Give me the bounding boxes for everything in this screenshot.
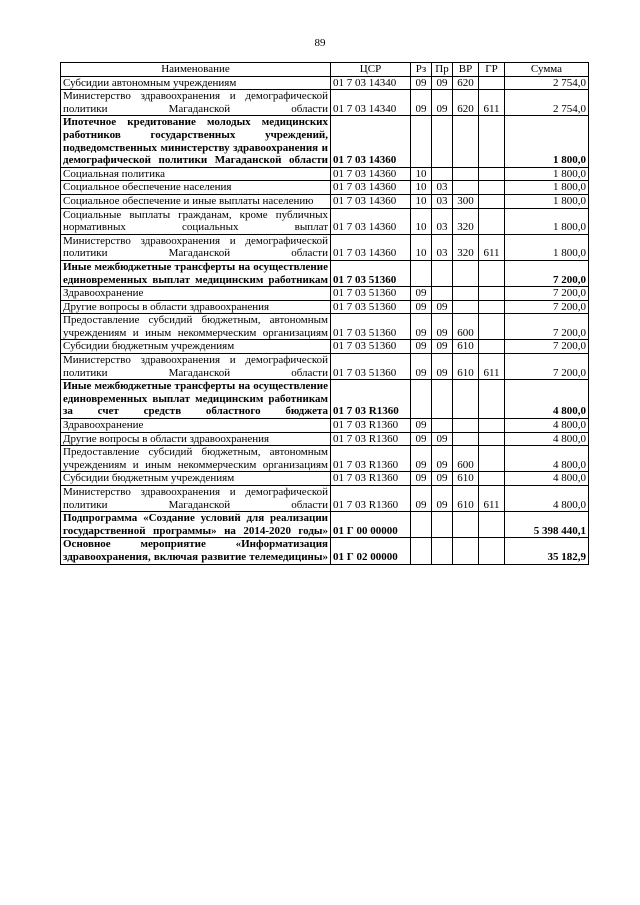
cell-vr [453, 380, 479, 419]
cell-vr [453, 181, 479, 195]
cell-vr: 610 [453, 340, 479, 354]
cell-sum: 7 200,0 [505, 354, 589, 380]
cell-csr: 01 7 03 51360 [331, 354, 411, 380]
cell-csr: 01 7 03 R1360 [331, 486, 411, 512]
cell-rz: 09 [411, 287, 432, 301]
cell-rz: 10 [411, 167, 432, 181]
cell-gr [479, 116, 505, 167]
cell-gr [479, 260, 505, 286]
cell-name: Субсидии автономным учреждениям [61, 76, 331, 90]
table-row [61, 194, 589, 208]
cell-name: Министерство здравоохранения и демографической политики Магаданской области [61, 234, 331, 260]
cell-pr [432, 116, 453, 167]
cell-rz: 10 [411, 181, 432, 195]
cell-sum: 2 754,0 [505, 76, 589, 90]
cell-sum: 7 200,0 [505, 287, 589, 301]
cell-name: Социальные выплаты гражданам, кроме публичных нормативных социальных выплат [61, 208, 331, 234]
cell-sum: 1 800,0 [505, 234, 589, 260]
table-row [61, 512, 589, 538]
cell-csr: 01 7 03 14360 [331, 234, 411, 260]
cell-sum: 5 398 440,1 [505, 512, 589, 538]
cell-csr: 01 7 03 51360 [331, 287, 411, 301]
cell-vr: 620 [453, 76, 479, 90]
cell-name: Основное мероприятие «Информатизация здравоохранения, включая развитие телемедицины» [61, 538, 331, 564]
cell-rz: 09 [411, 354, 432, 380]
cell-rz: 09 [411, 472, 432, 486]
cell-gr [479, 472, 505, 486]
cell-csr: 01 7 03 51360 [331, 300, 411, 314]
cell-csr: 01 7 03 14360 [331, 116, 411, 167]
header-rz: Рз [411, 63, 432, 77]
cell-rz [411, 260, 432, 286]
cell-vr: 610 [453, 486, 479, 512]
cell-rz [411, 538, 432, 564]
cell-csr: 01 7 03 14360 [331, 181, 411, 195]
cell-rz: 10 [411, 194, 432, 208]
cell-gr [479, 446, 505, 472]
cell-vr: 600 [453, 314, 479, 340]
table-header-row [61, 63, 589, 77]
cell-rz: 09 [411, 300, 432, 314]
cell-vr [453, 167, 479, 181]
cell-rz: 09 [411, 432, 432, 446]
cell-vr [453, 300, 479, 314]
table-row [61, 419, 589, 433]
cell-rz: 09 [411, 419, 432, 433]
cell-name: Иные межбюджетные трансферты на осуществление единовременных выплат медицинским работникам [61, 260, 331, 286]
cell-sum: 35 182,9 [505, 538, 589, 564]
cell-sum: 2 754,0 [505, 90, 589, 116]
cell-sum: 1 800,0 [505, 208, 589, 234]
cell-gr [479, 76, 505, 90]
cell-name: Предоставление субсидий бюджетным, автономным учреждениям и иным некоммерческим организациям [61, 314, 331, 340]
cell-sum: 1 800,0 [505, 181, 589, 195]
cell-pr: 09 [432, 90, 453, 116]
table-row [61, 486, 589, 512]
cell-csr: 01 7 03 14360 [331, 194, 411, 208]
cell-vr [453, 116, 479, 167]
cell-pr: 09 [432, 300, 453, 314]
cell-gr [479, 314, 505, 340]
cell-name: Субсидии бюджетным учреждениям [61, 340, 331, 354]
header-gr: ГР [479, 63, 505, 77]
cell-name: Социальное обеспечение и иные выплаты населению [61, 194, 331, 208]
cell-name: Социальная политика [61, 167, 331, 181]
cell-sum: 1 800,0 [505, 194, 589, 208]
header-vr: ВР [453, 63, 479, 77]
table-row [61, 76, 589, 90]
cell-name: Подпрограмма «Создание условий для реализации государственной программы» на 2014-2020 годы» [61, 512, 331, 538]
cell-vr [453, 432, 479, 446]
cell-gr [479, 208, 505, 234]
cell-name: Другие вопросы в области здравоохранения [61, 432, 331, 446]
cell-pr: 09 [432, 432, 453, 446]
cell-name: Министерство здравоохранения и демографической политики Магаданской области [61, 486, 331, 512]
cell-gr [479, 340, 505, 354]
cell-csr: 01 7 03 14360 [331, 167, 411, 181]
table-row [61, 287, 589, 301]
table-row [61, 340, 589, 354]
table-row [61, 472, 589, 486]
cell-vr: 610 [453, 354, 479, 380]
cell-gr [479, 538, 505, 564]
cell-gr: 611 [479, 486, 505, 512]
cell-gr [479, 287, 505, 301]
table-row [61, 380, 589, 419]
cell-pr: 09 [432, 446, 453, 472]
cell-sum: 4 800,0 [505, 472, 589, 486]
cell-rz: 09 [411, 90, 432, 116]
cell-pr [432, 167, 453, 181]
cell-gr [479, 419, 505, 433]
table-row [61, 116, 589, 167]
table-row [61, 208, 589, 234]
cell-name: Здравоохранение [61, 287, 331, 301]
table-row [61, 300, 589, 314]
cell-rz [411, 380, 432, 419]
cell-csr: 01 7 03 51360 [331, 260, 411, 286]
cell-sum: 4 800,0 [505, 446, 589, 472]
cell-csr: 01 7 03 R1360 [331, 432, 411, 446]
cell-pr: 09 [432, 340, 453, 354]
header-pr: Пр [432, 63, 453, 77]
cell-name: Предоставление субсидий бюджетным, автономным учреждениям и иным некоммерческим организациям [61, 446, 331, 472]
cell-vr: 620 [453, 90, 479, 116]
header-name: Наименование [61, 63, 331, 77]
cell-sum: 4 800,0 [505, 432, 589, 446]
table-row [61, 167, 589, 181]
cell-sum: 7 200,0 [505, 260, 589, 286]
cell-pr: 09 [432, 314, 453, 340]
cell-csr: 01 Г 00 00000 [331, 512, 411, 538]
table-row [61, 432, 589, 446]
cell-pr: 03 [432, 194, 453, 208]
cell-vr [453, 419, 479, 433]
cell-vr: 300 [453, 194, 479, 208]
cell-csr: 01 7 03 R1360 [331, 419, 411, 433]
cell-pr: 03 [432, 234, 453, 260]
page-number: 89 [314, 37, 326, 49]
cell-csr: 01 7 03 51360 [331, 314, 411, 340]
cell-csr: 01 Г 02 00000 [331, 538, 411, 564]
cell-gr [479, 300, 505, 314]
cell-csr: 01 7 03 14340 [331, 76, 411, 90]
cell-name: Министерство здравоохранения и демографической политики Магаданской области [61, 354, 331, 380]
cell-rz: 09 [411, 486, 432, 512]
cell-csr: 01 7 03 14360 [331, 208, 411, 234]
cell-gr [479, 194, 505, 208]
cell-pr [432, 380, 453, 419]
cell-name: Субсидии бюджетным учреждениям [61, 472, 331, 486]
table-row [61, 90, 589, 116]
cell-sum: 1 800,0 [505, 167, 589, 181]
cell-csr: 01 7 03 R1360 [331, 380, 411, 419]
cell-csr: 01 7 03 14340 [331, 90, 411, 116]
cell-rz [411, 512, 432, 538]
cell-csr: 01 7 03 51360 [331, 340, 411, 354]
table-row [61, 446, 589, 472]
cell-gr [479, 181, 505, 195]
cell-vr [453, 260, 479, 286]
cell-vr [453, 538, 479, 564]
cell-rz: 10 [411, 234, 432, 260]
cell-vr [453, 512, 479, 538]
cell-name: Здравоохранение [61, 419, 331, 433]
cell-sum: 7 200,0 [505, 314, 589, 340]
cell-rz: 10 [411, 208, 432, 234]
cell-vr: 610 [453, 472, 479, 486]
header-csr: ЦСР [331, 63, 411, 77]
cell-name: Другие вопросы в области здравоохранения [61, 300, 331, 314]
cell-vr: 320 [453, 208, 479, 234]
cell-pr [432, 419, 453, 433]
cell-sum: 4 800,0 [505, 419, 589, 433]
table-row [61, 354, 589, 380]
cell-pr: 09 [432, 472, 453, 486]
cell-sum: 7 200,0 [505, 340, 589, 354]
cell-rz: 09 [411, 76, 432, 90]
cell-gr: 611 [479, 354, 505, 380]
table-row [61, 260, 589, 286]
cell-rz: 09 [411, 314, 432, 340]
cell-csr: 01 7 03 R1360 [331, 472, 411, 486]
cell-vr [453, 287, 479, 301]
cell-name: Иные межбюджетные трансферты на осуществление единовременных выплат медицинским работникам за счет средств областного бюджета [61, 380, 331, 419]
cell-gr [479, 512, 505, 538]
cell-gr [479, 380, 505, 419]
cell-rz: 09 [411, 340, 432, 354]
cell-pr: 09 [432, 486, 453, 512]
header-sum: Сумма [505, 63, 589, 77]
cell-vr: 600 [453, 446, 479, 472]
cell-rz [411, 116, 432, 167]
table-row [61, 234, 589, 260]
cell-name: Ипотечное кредитование молодых медицинских работников государственных учреждений, подведомственных министерству здравоохранения и демографической политики Магаданской области [61, 116, 331, 167]
cell-pr [432, 538, 453, 564]
cell-gr: 611 [479, 234, 505, 260]
cell-sum: 4 800,0 [505, 486, 589, 512]
cell-pr [432, 287, 453, 301]
cell-pr [432, 512, 453, 538]
table-row [61, 538, 589, 564]
cell-sum: 7 200,0 [505, 300, 589, 314]
cell-gr [479, 432, 505, 446]
cell-pr: 03 [432, 208, 453, 234]
table-row [61, 181, 589, 195]
cell-sum: 4 800,0 [505, 380, 589, 419]
cell-name: Министерство здравоохранения и демографической политики Магаданской области [61, 90, 331, 116]
cell-pr: 09 [432, 354, 453, 380]
cell-pr [432, 260, 453, 286]
cell-pr: 03 [432, 181, 453, 195]
cell-sum: 1 800,0 [505, 116, 589, 167]
cell-vr: 320 [453, 234, 479, 260]
cell-csr: 01 7 03 R1360 [331, 446, 411, 472]
budget-table [60, 62, 589, 565]
table-body [61, 76, 589, 564]
cell-pr: 09 [432, 76, 453, 90]
cell-name: Социальное обеспечение населения [61, 181, 331, 195]
cell-rz: 09 [411, 446, 432, 472]
table-row [61, 314, 589, 340]
cell-gr [479, 167, 505, 181]
cell-gr: 611 [479, 90, 505, 116]
